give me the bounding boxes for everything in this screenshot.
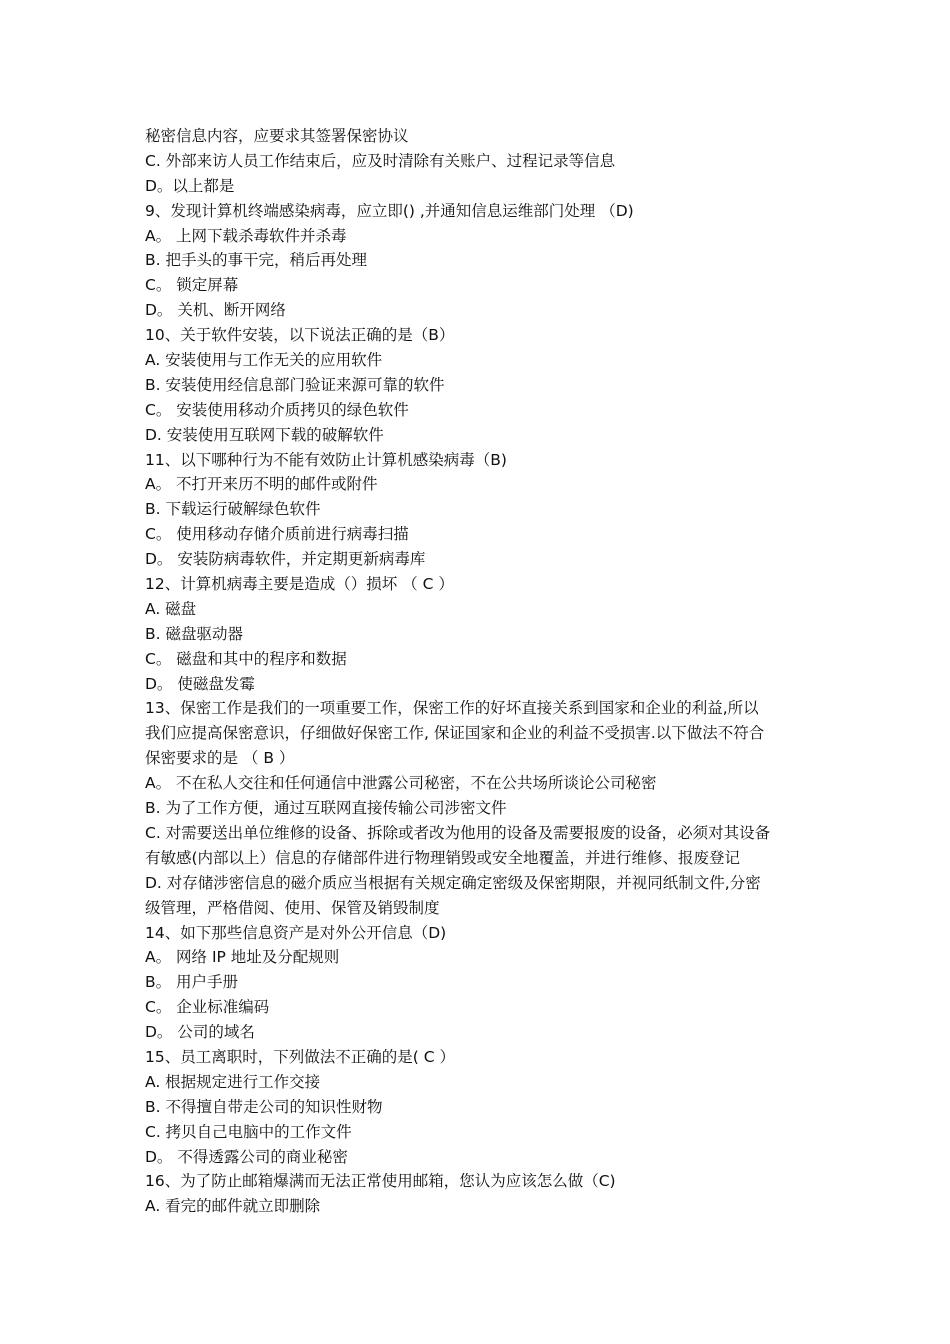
question-15: 15、员工离职时，下列做法不正确的是( C ）: [145, 1047, 455, 1066]
question-9: 9、发现计算机终端感染病毒，应立即() ,并通知信息运维部门处理 （D): [145, 201, 634, 220]
option-a: A. 根据规定进行工作交接: [145, 1072, 321, 1091]
option-c: C。 企业标准编码: [145, 998, 270, 1017]
option-d: D. 安装使用互联网下载的破解软件: [145, 425, 384, 444]
option-c: C。 安装使用移动介质拷贝的绿色软件: [145, 400, 409, 419]
question-16: 16、为了防止邮箱爆满而无法正常使用邮箱，您认为应该怎么做（C): [145, 1172, 616, 1191]
option-c: C。 磁盘和其中的程序和数据: [145, 649, 347, 668]
option-b: B. 把手头的事干完，稍后再处理: [145, 251, 367, 270]
option-b: B. 不得擅自带走公司的知识性财物: [145, 1097, 383, 1116]
option-a: A。 不打开来历不明的邮件或附件: [145, 475, 378, 494]
option-b: B. 磁盘驱动器: [145, 624, 243, 643]
option-c: C. 对需要送出单位维修的设备、拆除或者改为他用的设备及需要报废的设备，必须对其设备: [145, 823, 771, 842]
option-c: C。 锁定屏幕: [145, 276, 239, 295]
option-a: A. 磁盘: [145, 599, 197, 618]
option-d: D. 对存储涉密信息的磁介质应当根据有关规定确定密级及保密期限，并视同纸制文件,分密: [145, 873, 761, 892]
question-11: 11、以下哪种行为不能有效防止计算机感染病毒（B): [145, 450, 507, 469]
option-a: A。 上网下载杀毒软件并杀毒: [145, 226, 347, 245]
option-a: A. 安装使用与工作无关的应用软件: [145, 351, 383, 370]
option-d: D。 公司的域名: [145, 1023, 255, 1042]
option-c: C. 拷贝自己电脑中的工作文件: [145, 1122, 352, 1141]
question-13-cont: 我们应提高保密意识，仔细做好保密工作, 保证国家和企业的利益不受损害.以下做法不符合: [145, 724, 765, 743]
option-b: B. 为了工作方便，通过互联网直接传输公司涉密文件: [145, 799, 507, 818]
option-d-cont: 级管理，严格借阅、使用、保管及销毁制度: [145, 898, 440, 917]
question-13: 13、保密工作是我们的一项重要工作，保密工作的好坏直接关系到国家和企业的利益,所以: [145, 699, 759, 718]
document-body: [145, 124, 810, 1219]
option-d: D。 关机、断开网络: [145, 301, 286, 320]
option-b: B。 用户手册: [145, 973, 239, 992]
option-a: A。 网络 IP 地址及分配规则: [145, 948, 340, 967]
option-d: D。以上都是: [145, 176, 235, 195]
question-14: 14、如下那些信息资产是对外公开信息（D): [145, 923, 447, 942]
text-line: 秘密信息内容，应要求其签署保密协议: [145, 127, 409, 145]
option-b: B. 安装使用经信息部门验证来源可靠的软件: [145, 375, 445, 394]
option-a: A. 看完的邮件就立即删除: [145, 1197, 321, 1216]
option-d: D。 不得透露公司的商业秘密: [145, 1147, 348, 1166]
option-d: D。 使磁盘发霉: [145, 674, 255, 693]
option-b: B. 下载运行破解绿色软件: [145, 500, 321, 519]
option-c-cont: 有敏感(内部以上）信息的存储部件进行物理销毁或安全地覆盖，并进行维修、报废登记: [145, 848, 741, 867]
question-12: 12、计算机病毒主要是造成（）损坏 （ C ）: [145, 575, 454, 594]
option-a: A。 不在私人交往和任何通信中泄露公司秘密，不在公共场所谈论公司秘密: [145, 774, 657, 793]
option-c: C. 外部来访人员工作结束后，应及时清除有关账户、过程记录等信息: [145, 151, 616, 170]
option-c: C。 使用移动存储介质前进行病毒扫描: [145, 525, 409, 544]
question-13-cont: 保密要求的是 （ B ）: [145, 749, 295, 768]
question-10: 10、关于软件安装，以下说法正确的是（B）: [145, 326, 455, 345]
option-d: D。 安装防病毒软件，并定期更新病毒库: [145, 550, 426, 569]
